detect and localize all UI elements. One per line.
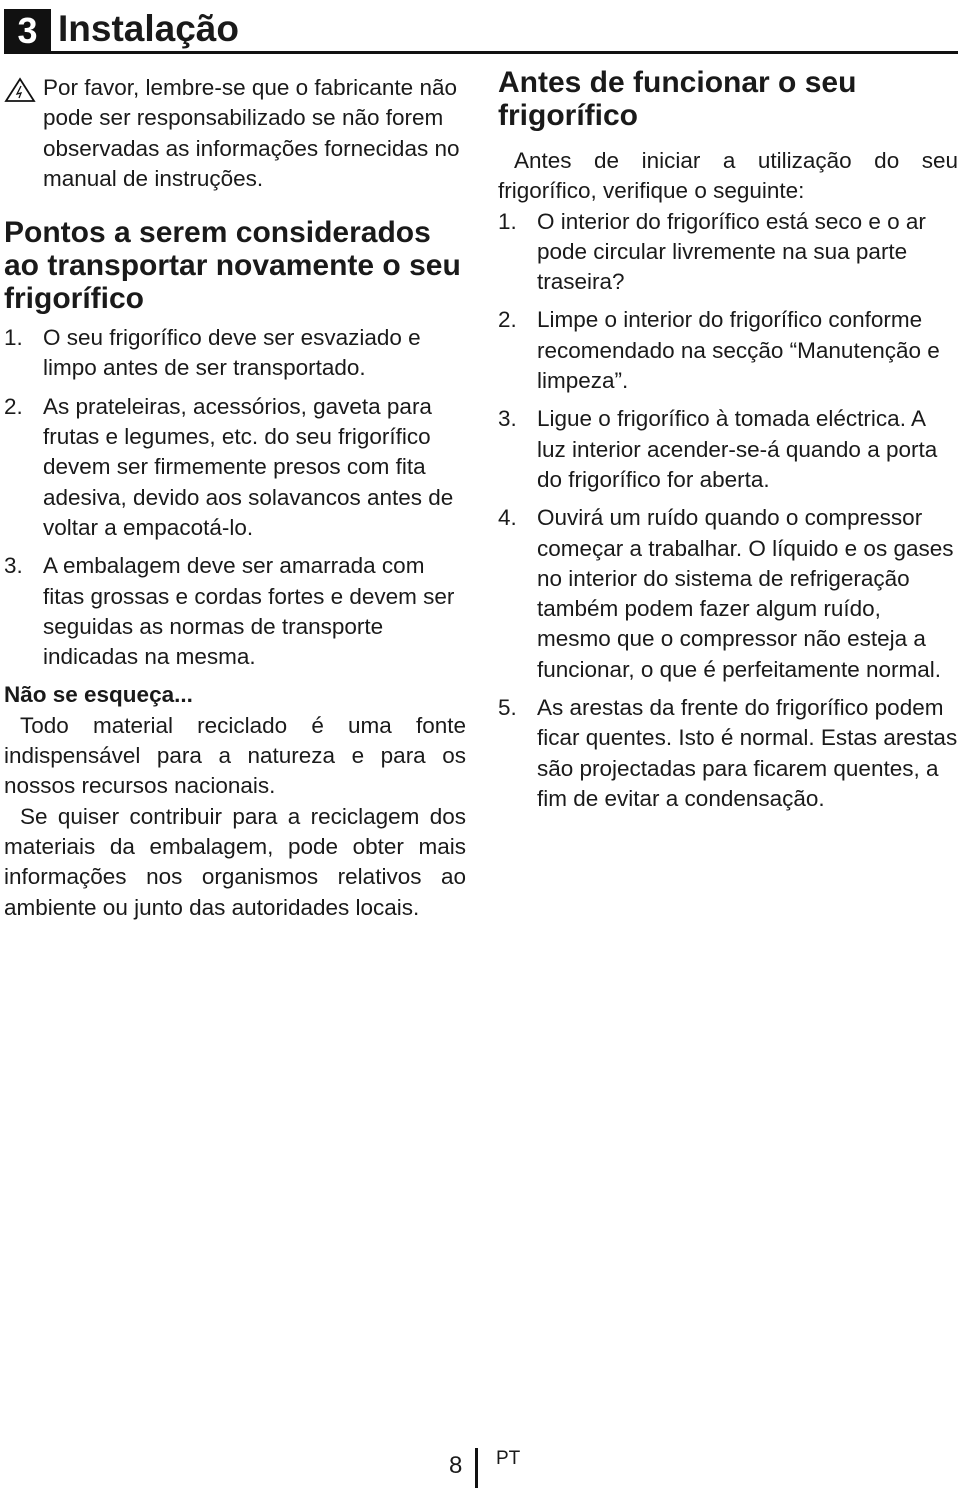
language-code: PT [496, 1448, 521, 1469]
before-use-heading: Antes de funcionar o seu frigorífico [498, 66, 857, 132]
item-number: 2. [498, 307, 517, 333]
header-rule [4, 51, 958, 54]
item-text: A embalagem deve ser amarrada com fitas grossas e cordas fortes e devem ser seguidas as normas de transporte indicadas na mesma. [43, 553, 455, 670]
warning-text: Por favor, lembre-se que o fabricante não pode ser responsabilizado se não forem observadas as informações fornecidas no manual de instruções. [43, 75, 460, 191]
chapter-number: 3 [4, 9, 51, 53]
item-text: As prateleiras, acessórios, gaveta para frutas e legumes, etc. do seu frigorífico devem ser firmemente presos com fita adesiva, devido aos solavancos antes de voltar a empacotá-lo. [43, 393, 454, 540]
item-text: Ouvirá um ruído quando o compressor começar a trabalhar. O líquido e os gases no interior do sistema de refrigeração também podem fazer algum ruído, mesmo que o compressor não esteja a funcionar, o que é perfeitamente normal. [537, 505, 954, 682]
transport-list [4, 323, 466, 672]
warning-note [4, 73, 466, 194]
list-item [4, 323, 466, 384]
list-item [498, 305, 958, 396]
list-item [4, 551, 466, 672]
chapter-title: Instalação [58, 8, 239, 49]
transport-heading: Pontos a serem considerados ao transportar novamente o seu frigorífico [4, 216, 461, 316]
item-number: 1. [4, 325, 23, 351]
item-text: O interior do frigorífico está seco e o ar pode circular livremente na sua parte traseira? [537, 208, 926, 295]
item-number: 3. [4, 553, 23, 579]
right-column [498, 66, 958, 822]
recycling-paragraph: Todo material reciclado é uma fonte indispensável para a natureza e para os nossos recursos nacionais. [4, 712, 466, 799]
item-text: As arestas da frente do frigorífico podem ficar quentes. Isto é normal. Estas arestas são projectadas para ficarem quentes, a fim de evitar a condensação. [537, 695, 958, 811]
left-column [4, 73, 466, 923]
list-item [498, 207, 958, 298]
list-item [4, 392, 466, 543]
list-item [498, 503, 958, 685]
list-item [498, 693, 958, 814]
checklist [498, 207, 958, 815]
item-number: 5. [498, 695, 517, 721]
intro-paragraph: Antes de iniciar a utilização do seu frigorífico, verifique o seguinte: [498, 148, 958, 204]
list-item [498, 404, 958, 495]
item-number: 3. [498, 406, 517, 432]
item-text: Limpe o interior do frigorífico conforme recomendado na secção “Manutenção e limpeza”. [537, 307, 940, 394]
recycling-paragraph: Se quiser contribuir para a reciclagem dos materiais da embalagem, pode obter mais informações nos organismos relativos ao ambiente ou junto das autoridades locais. [4, 803, 466, 920]
item-text: O seu frigorífico deve ser esvaziado e limpo antes de ser transportado. [43, 325, 421, 381]
item-number: 4. [498, 505, 517, 531]
item-number: 1. [498, 208, 517, 234]
electric-warning-icon [4, 77, 36, 103]
item-number: 2. [4, 393, 23, 419]
footer-divider [475, 1448, 478, 1488]
recycling-subheading: Não se esqueça... [4, 682, 193, 708]
item-text: Ligue o frigorífico à tomada eléctrica. A luz interior acender-se-á quando a porta do frigorífico for aberta. [537, 406, 938, 492]
page-number: 8 [449, 1452, 463, 1479]
